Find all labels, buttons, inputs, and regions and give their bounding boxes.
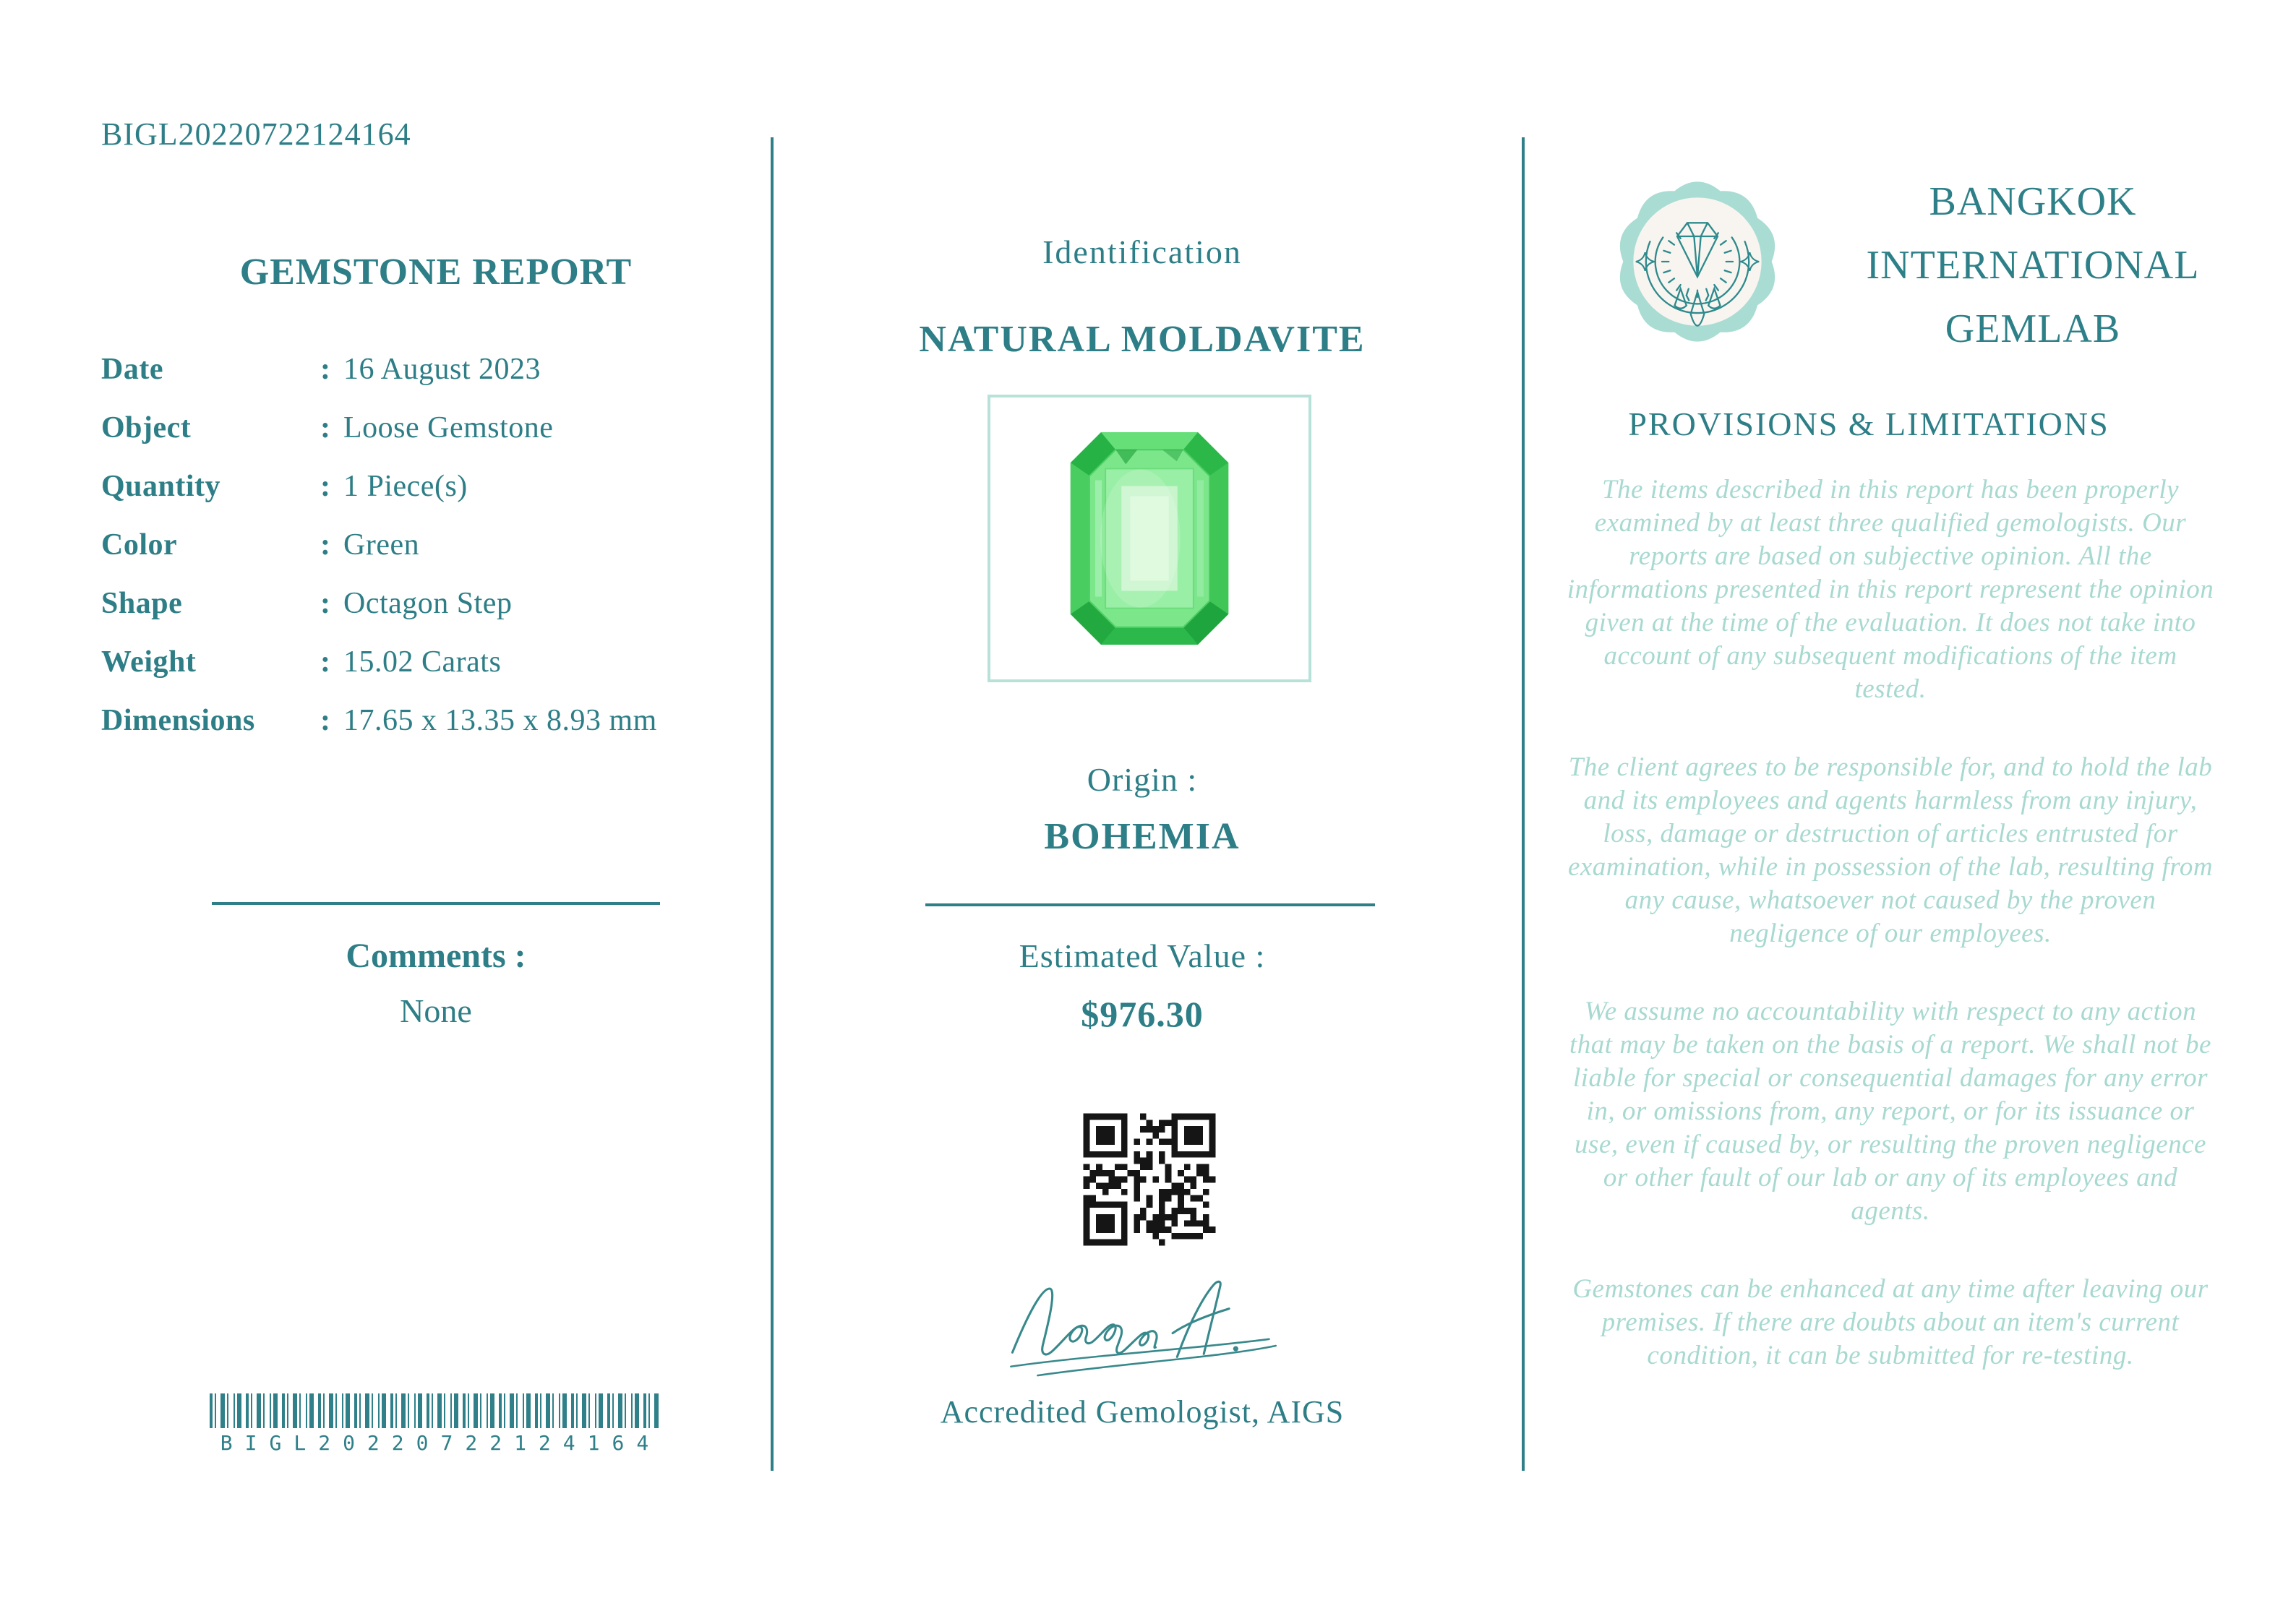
detail-row — [101, 398, 774, 457]
detail-value: Loose Gemstone — [343, 411, 554, 444]
origin-label: Origin : — [1087, 761, 1198, 798]
barcode — [210, 1393, 660, 1455]
lab-name — [1845, 170, 2221, 361]
lab-name-line: BANGKOK — [1929, 179, 2137, 224]
gemstone-photo — [1067, 429, 1232, 648]
comments-label: Comments : — [346, 937, 526, 975]
detail-colon: : — [320, 411, 330, 444]
detail-label: Color — [101, 528, 178, 562]
comments-value: None — [400, 992, 472, 1029]
detail-label: Date — [101, 352, 163, 386]
detail-value: 1 Piece(s) — [343, 469, 468, 503]
lab-name-line: INTERNATIONAL — [1866, 243, 2200, 288]
estimated-value-amount: $976.30 — [1081, 994, 1204, 1034]
detail-label: Shape — [101, 586, 183, 620]
column-divider-right — [1522, 137, 1525, 1471]
signature-script — [1012, 1289, 1157, 1354]
estimated-value-label: Estimated Value : — [1019, 937, 1266, 974]
detail-row — [101, 691, 774, 749]
gemstone-photo-frame — [988, 395, 1311, 682]
barcode-icon — [210, 1393, 660, 1428]
provisions-paragraph: The client agrees to be responsible for, and to hold the lab and its employees and agents harmless from any injury, loss, damage or destruction of articles entrusted for examination, while in possession of the lab, resulting from any cause, whatsoever not caused by the proven negligence of our employees. — [1567, 752, 2214, 948]
detail-label: Weight — [101, 645, 197, 679]
provisions-title: PROVISIONS & LIMITATIONS — [1628, 405, 2109, 442]
signature-initial — [1173, 1281, 1229, 1357]
value-divider-line — [925, 903, 1375, 906]
lab-name-line: GEMLAB — [1945, 306, 2121, 351]
signature-dot — [1233, 1346, 1238, 1352]
provisions-paragraphs — [1565, 473, 2216, 1417]
detail-value: 16 August 2023 — [343, 352, 541, 386]
detail-colon: : — [320, 586, 330, 620]
detail-colon: : — [320, 645, 330, 679]
report-title: GEMSTONE REPORT — [239, 251, 633, 293]
detail-colon: : — [320, 528, 330, 562]
detail-row — [101, 574, 774, 632]
detail-label: Object — [101, 411, 192, 444]
qr-code-icon — [1077, 1107, 1222, 1252]
identification-section-label: Identification — [1042, 233, 1242, 270]
signature-caption: Accredited Gemologist, AIGS — [940, 1394, 1345, 1430]
provisions-paragraph: The items described in this report has been properly examined by at least three qualified gemologists. Our reports are based on subjective opinion. All the informations presented in this report represent the opinion given at the time of the evaluation. It does not take into account of any subsequent modifications of the item tested. — [1567, 475, 2214, 704]
detail-colon: : — [320, 352, 330, 386]
details-table — [101, 340, 774, 749]
detail-row — [101, 457, 774, 515]
detail-value: Green — [343, 528, 420, 562]
origin-value: BOHEMIA — [1044, 816, 1241, 857]
barcode-text: BIGL20220722124164 — [220, 1431, 661, 1455]
detail-row — [101, 632, 774, 691]
lab-logo-icon — [1606, 171, 1789, 353]
provisions-paragraph: Gemstones can be enhanced at any time after leaving our premises. If there are doubts about an item's current condition, it can be submitted for re-testing. — [1572, 1274, 2209, 1370]
detail-value: Octagon Step — [343, 586, 513, 620]
detail-value: 17.65 x 13.35 x 8.93 mm — [343, 703, 657, 737]
detail-value: 15.02 Carats — [343, 645, 502, 679]
detail-label: Quantity — [101, 469, 221, 503]
detail-row — [101, 340, 774, 398]
report-number: BIGL20220722124164 — [101, 116, 411, 152]
detail-label: Dimensions — [101, 703, 255, 737]
detail-row — [101, 515, 774, 574]
detail-colon: : — [320, 469, 330, 503]
identification-value: NATURAL MOLDAVITE — [919, 319, 1366, 360]
provisions-paragraph: We assume no accountability with respect to any action that may be taken on the basis of a report. We shall not be liable for special or consequential damages for any error in, or omissions from, any report, or for its issuance or use, even if caused by, or resulting the proven negligence or other fault of our lab or any of its employees and agents. — [1569, 997, 2211, 1226]
detail-colon: : — [320, 703, 330, 737]
column-divider-left — [771, 137, 774, 1471]
comments-divider-line — [212, 902, 660, 905]
signature-icon — [1001, 1269, 1282, 1392]
